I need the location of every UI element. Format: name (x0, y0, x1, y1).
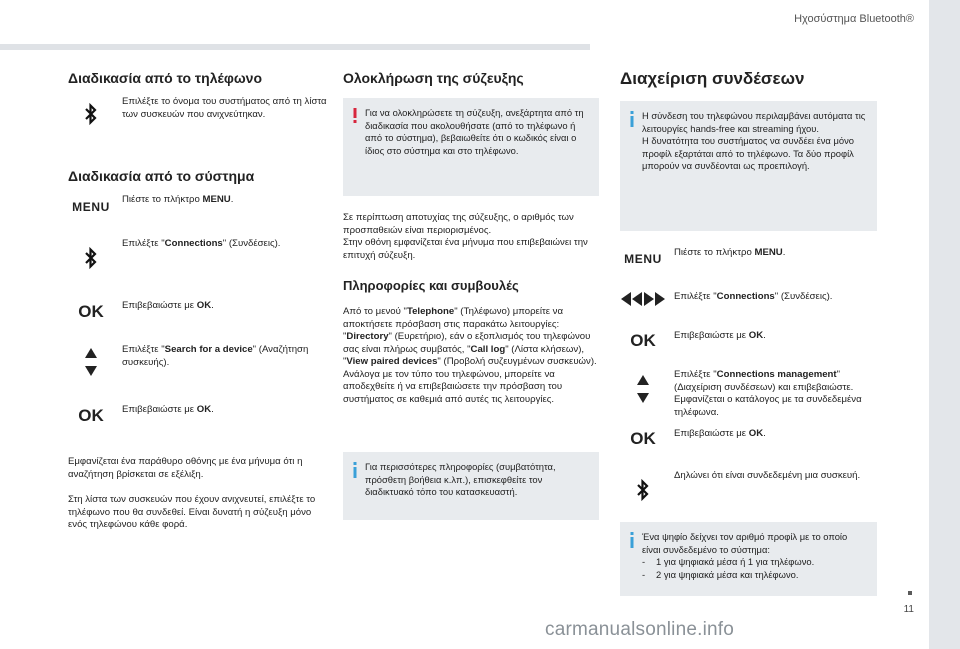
menu-key-symbol: MENU (72, 200, 110, 214)
step-text: Επιλέξτε "Connections management" (Διαχείριση συνδέσεων) και επιβεβαιώστε. Εμφανίζεται ο κατάλογος με τα συνδεδεμένα τηλέφωνα. (674, 369, 862, 418)
bluetooth-icon (68, 102, 114, 131)
info-box-profile-digit (620, 522, 877, 596)
step-text: Επιβεβαιώστε με OK. (674, 428, 766, 439)
section-heading-info-tips: Πληροφορίες και συμβουλές (343, 278, 519, 293)
step-text: Επιβεβαιώστε με OK. (122, 404, 214, 415)
info-box-connection (620, 101, 877, 231)
section-heading-connection-management: Διαχείριση συνδέσεων (620, 69, 805, 88)
paragraph-pairing-failure: Σε περίπτωση αποτυχίας της σύζευξης, ο αριθμός των προσπαθειών είναι περιορισμένος. Στην οθόνη εμφανίζεται ένα μήνυμα που επιβεβαιώνει την επιτυχή σύζευξη. (343, 212, 588, 261)
page-edge-band (929, 0, 960, 649)
step-text: Επιλέξτε το όνομα του συστήματος από τη λίστα των συσκευών που ανιχνεύτηκαν. (122, 96, 327, 120)
info-text: Για περισσότερες πληροφορίες (συμβατότητα, πρόσθετη βοήθεια κ.λπ.), επισκεφθείτε τον διαδικτυακό τόπο του κατασκευαστή. (365, 461, 556, 497)
section-heading-phone: Διαδικασία από το τηλέφωνο (68, 70, 262, 86)
paragraph-search-progress: Εμφανίζεται ένα παράθυρο οθόνης με ένα μήνυμα ότι η αναζήτηση βρίσκεται σε εξέλιξη. (68, 456, 303, 480)
profile-list (642, 556, 867, 581)
page-number: 11 (903, 604, 914, 615)
info-text: Η σύνδεση του τηλεφώνου περιλαμβάνει αυτόματα τις λειτουργίες hands-free και streaming ήχου. (642, 110, 866, 134)
left-right-arrows-icon (620, 292, 666, 311)
step-text: Επιλέξτε "Search for a device" (Αναζήτηση συσκευής). (122, 344, 309, 368)
step-text: Επιλέξτε "Connections" (Συνδέσεις). (122, 238, 281, 249)
ok-key-symbol: OK (78, 406, 104, 425)
up-down-arrows-icon (68, 348, 114, 376)
paragraph-select-phone: Στη λίστα των συσκευών που έχουν ανιχνευτεί, επιλέξτε το τηλέφωνο που θα συνδεθεί. Είναι δυνατή η σύζευξη μόνο ενός τηλεφώνου κάθε φορά. (68, 494, 316, 530)
exclamation-icon (350, 108, 360, 124)
section-heading-system: Διαδικασία από το σύστημα (68, 168, 255, 184)
ok-key-symbol: OK (630, 331, 656, 350)
section-heading-pairing-complete: Ολοκλήρωση της σύζευξης (343, 70, 524, 86)
ok-key-symbol: OK (78, 302, 104, 321)
step-text: Δηλώνει ότι είναι συνδεδεμένη μια συσκευή. (674, 470, 861, 481)
step-text: Πιέστε το πλήκτρο MENU. (674, 247, 786, 258)
step-text: Επιλέξτε "Connections" (Συνδέσεις). (674, 291, 833, 302)
top-rule (0, 44, 590, 50)
chapter-title: Ηχοσύστημα Bluetooth® (794, 13, 914, 25)
paragraph-telephone-menu: Από το μενού "Telephone" (Τηλέφωνο) μπορείτε να αποκτήσετε πρόσβαση στις παρακάτω λειτουργίες: "Directory" (Ευρετήριο), εάν ο εξοπλισμός του τηλεφώνου σας είναι πλήρως συμβατός, "Call log" (Λίστα κλήσεων), "View paired devices" (Προβολή συζευγμένων συσκευών). Ανάλογα με τον τύπο του τηλεφώνου, μπορείτε να αποδεχθείτε ή να επιβεβαιώσετε την πρόσβαση του συστήματος σε καθεμιά από αυτές τις λειτουργίες. (343, 306, 597, 405)
list-item: - 2 για ψηφιακά μέσα και τηλέφωνο. (642, 569, 867, 582)
alert-box (343, 98, 599, 196)
info-icon (627, 111, 637, 127)
bluetooth-icon (620, 478, 666, 507)
bluetooth-icon (68, 246, 114, 275)
ok-key-symbol: OK (630, 429, 656, 448)
step-text: Επιβεβαιώστε με OK. (674, 330, 766, 341)
list-item: - 1 για ψηφιακά μέσα ή 1 για τηλέφωνο. (642, 556, 867, 569)
info-text: Ένα ψηφίο δείχνει τον αριθμό προφίλ με το οποίο είναι συνδεδεμένο το σύστημα: (642, 531, 848, 555)
info-icon (350, 462, 360, 478)
step-text: Πιέστε το πλήκτρο MENU. (122, 194, 234, 205)
step-text: Επιβεβαιώστε με OK. (122, 300, 214, 311)
menu-key-symbol: MENU (624, 252, 662, 266)
info-box-manufacturer (343, 452, 599, 520)
page-marker (908, 591, 912, 595)
alert-text: Για να ολοκληρώσετε τη σύζευξη, ανεξάρτητα από τη διαδικασία που ακολουθήσατε (από το τηλέφωνο ή από το σύστημα), βεβαιωθείτε ότι ο κωδικός είναι ο ίδιος στο σύστημα και στο τηλέφωνο. (365, 107, 584, 156)
info-text: Η δυνατότητα του συστήματος να συνδέει ένα μόνο προφίλ εξαρτάται από το τηλέφωνο. Τα δύο προφίλ μπορούν να συνδέονται ως προεπιλογή. (642, 135, 854, 171)
watermark: carmanualsonline.info (545, 619, 735, 640)
up-down-arrows-icon (620, 375, 666, 403)
info-icon (627, 532, 637, 548)
